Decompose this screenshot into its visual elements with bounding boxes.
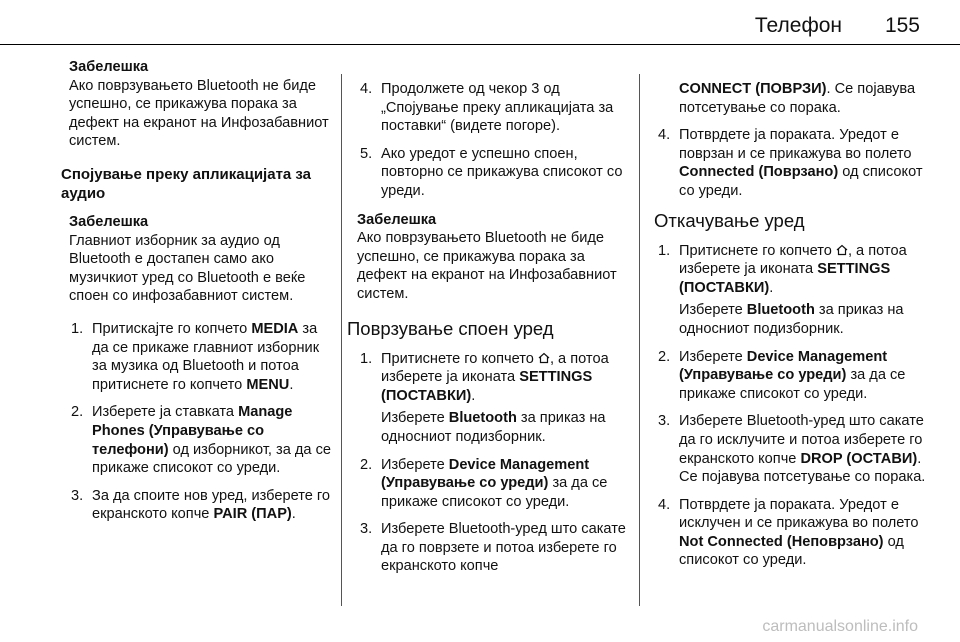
- step-text: Изберете: [381, 410, 449, 427]
- note-title: Забелешка: [69, 213, 149, 230]
- drop-button-label: DROP (ОСТАВИ): [800, 450, 918, 467]
- step-text: за да се прикаже списокот со уреди.: [381, 475, 608, 510]
- column-2: [347, 80, 629, 585]
- header-rule: [0, 44, 960, 45]
- column-divider-1: [341, 74, 342, 606]
- note-text: Ако поврзувањето Bluetooth не биде успешно, се прикажува порака за дефект на екранот на Инфозабавниот систем.: [69, 77, 329, 150]
- step-number: 1.: [658, 242, 671, 259]
- section-heading: Поврзување споен уред: [347, 317, 554, 339]
- step-number: 3.: [71, 487, 84, 504]
- step-number: 2.: [71, 404, 84, 421]
- section-heading: Откачување уред: [654, 209, 805, 231]
- step-text: .: [769, 279, 774, 296]
- step-text: Изберете ја ставката: [92, 404, 239, 421]
- note-title: Забелешка: [69, 59, 149, 75]
- step-number: 2.: [360, 456, 373, 473]
- step-number: 2.: [658, 348, 671, 365]
- step-number: 3.: [360, 521, 373, 538]
- step-list: [655, 126, 927, 200]
- step-number: 1.: [360, 350, 373, 367]
- step-number: 1.: [71, 320, 84, 337]
- step-text: Изберете: [679, 302, 747, 319]
- step-text: од списокот со уреди.: [679, 164, 923, 199]
- step-text: Изберете Bluetooth-уред што сакате да го поврзете и потоа изберете го екранското копче: [381, 521, 626, 575]
- list-item: [68, 487, 332, 524]
- list-item: [357, 520, 629, 576]
- list-item: [68, 403, 332, 477]
- media-button-label: MEDIA: [251, 320, 299, 337]
- list-item: [357, 80, 629, 136]
- settings-icon-label: SETTINGS (ПОСТАВКИ): [381, 369, 593, 404]
- step-subtext: [381, 409, 629, 446]
- step-text: за да се прикаже главниот изборник за музика од Bluetooth и потоа притиснете го копчето: [92, 320, 320, 393]
- connected-label: Connected (Поврзано): [679, 164, 839, 181]
- list-item: [655, 496, 927, 570]
- pair-button-label: PAIR (ПАР): [213, 506, 292, 523]
- list-item: [68, 320, 332, 394]
- list-item: [655, 242, 927, 339]
- step-text: . Се појавува потсетување со порака.: [679, 81, 916, 116]
- step-text: за приказ на односниот подизборник.: [679, 302, 904, 337]
- step-text: .: [291, 506, 296, 523]
- menu-button-label: MENU: [246, 376, 290, 393]
- note-text: Ако поврзувањето Bluetooth не биде успешно, се прикажува порака за дефект на екранот на Инфозабавниот систем.: [357, 230, 617, 302]
- step-number: 5.: [360, 145, 373, 162]
- step-list: [357, 350, 629, 577]
- list-item: [655, 348, 927, 404]
- device-management-label: Device Management (Управување со уреди): [679, 348, 888, 384]
- note-block: [357, 211, 629, 304]
- list-item: [357, 456, 629, 512]
- note-block: [62, 58, 332, 151]
- list-item: [655, 412, 927, 486]
- note-text: Главниот изборник за аудио од Bluetooth е достапен само ако музичкиот уред со Bluetooth е веќе споен со инфозабавниот систем.: [69, 232, 306, 305]
- step-list: [655, 242, 927, 571]
- section-heading: Спојување преку апликацијата за аудио: [61, 165, 312, 202]
- step-text: . Се појавува потсетување со порака.: [679, 450, 926, 486]
- page-title: Телефон: [754, 14, 842, 37]
- step-text: Потврдете ја пораката. Уредот е исклучен и се прикажува во полето: [679, 496, 919, 532]
- step-text: Изберете: [381, 456, 449, 473]
- step-text: , а потоа изберете ја иконата: [381, 350, 609, 386]
- step-list: [62, 320, 332, 524]
- list-item: [357, 350, 629, 447]
- step-text: Потврдете ја пораката. Уредот е поврзан и се прикажува во полето: [679, 127, 912, 162]
- page-number: 155: [884, 14, 920, 37]
- home-icon: [538, 352, 550, 364]
- step-text: .: [289, 376, 294, 393]
- step-text: .: [471, 387, 476, 404]
- device-management-label: Device Management (Управување со уреди): [381, 456, 590, 492]
- step-text: Притискајте го копчето: [92, 320, 252, 337]
- step-text: Продолжете од чекор 3 од „Спојување преку апликацијата за поставки“ (видете погоре).: [381, 81, 614, 135]
- home-icon: [836, 244, 848, 256]
- step-text: за да се прикаже списокот со уреди.: [679, 367, 906, 402]
- column-divider-2: [639, 74, 640, 606]
- step-text: Ако уредот е успешно споен, повторно се прикажува списокот со уреди.: [381, 145, 623, 199]
- step-list: [357, 80, 629, 201]
- step-text: за приказ на односниот подизборник.: [381, 410, 606, 445]
- connect-button-label: CONNECT (ПОВРЗИ): [679, 81, 827, 97]
- page-header: [0, 0, 960, 44]
- step-text: Притиснете го копчето: [679, 242, 836, 259]
- manage-phones-label: Manage Phones (Управување со телефони): [92, 404, 293, 458]
- step-subtext: [679, 301, 927, 338]
- step-number: 3.: [658, 413, 671, 430]
- step-text: Изберете Bluetooth-уред што сакате да го исклучите и потоа изберете го екранското копче: [679, 413, 924, 467]
- column-3: [655, 80, 927, 579]
- step-number: 4.: [658, 127, 671, 144]
- bluetooth-label: Bluetooth: [448, 410, 517, 427]
- step-number: 4.: [360, 81, 373, 97]
- settings-icon-label: SETTINGS (ПОСТАВКИ): [679, 261, 891, 296]
- not-connected-label: Not Connected (Неповрзано): [679, 533, 884, 550]
- column-1: [62, 58, 332, 533]
- step-text: од списокот со уреди.: [679, 533, 904, 569]
- step-text: За да споите нов уред, изберете го екранското копче: [92, 487, 331, 523]
- list-item: [655, 126, 927, 200]
- note-title: Забелешка: [357, 211, 437, 228]
- step-text: Притиснете го копчето: [381, 350, 538, 367]
- step-text: , а потоа изберете ја иконата: [679, 242, 907, 278]
- continued-step: [655, 80, 927, 117]
- watermark: carmanualsonline.info: [762, 618, 918, 635]
- list-item: [357, 145, 629, 201]
- step-number: 4.: [658, 496, 671, 513]
- bluetooth-label: Bluetooth: [746, 302, 815, 319]
- note-block: [62, 213, 332, 306]
- step-text: Изберете: [679, 348, 747, 365]
- step-text: од изборникот, за да се прикаже списокот со уреди.: [92, 441, 331, 477]
